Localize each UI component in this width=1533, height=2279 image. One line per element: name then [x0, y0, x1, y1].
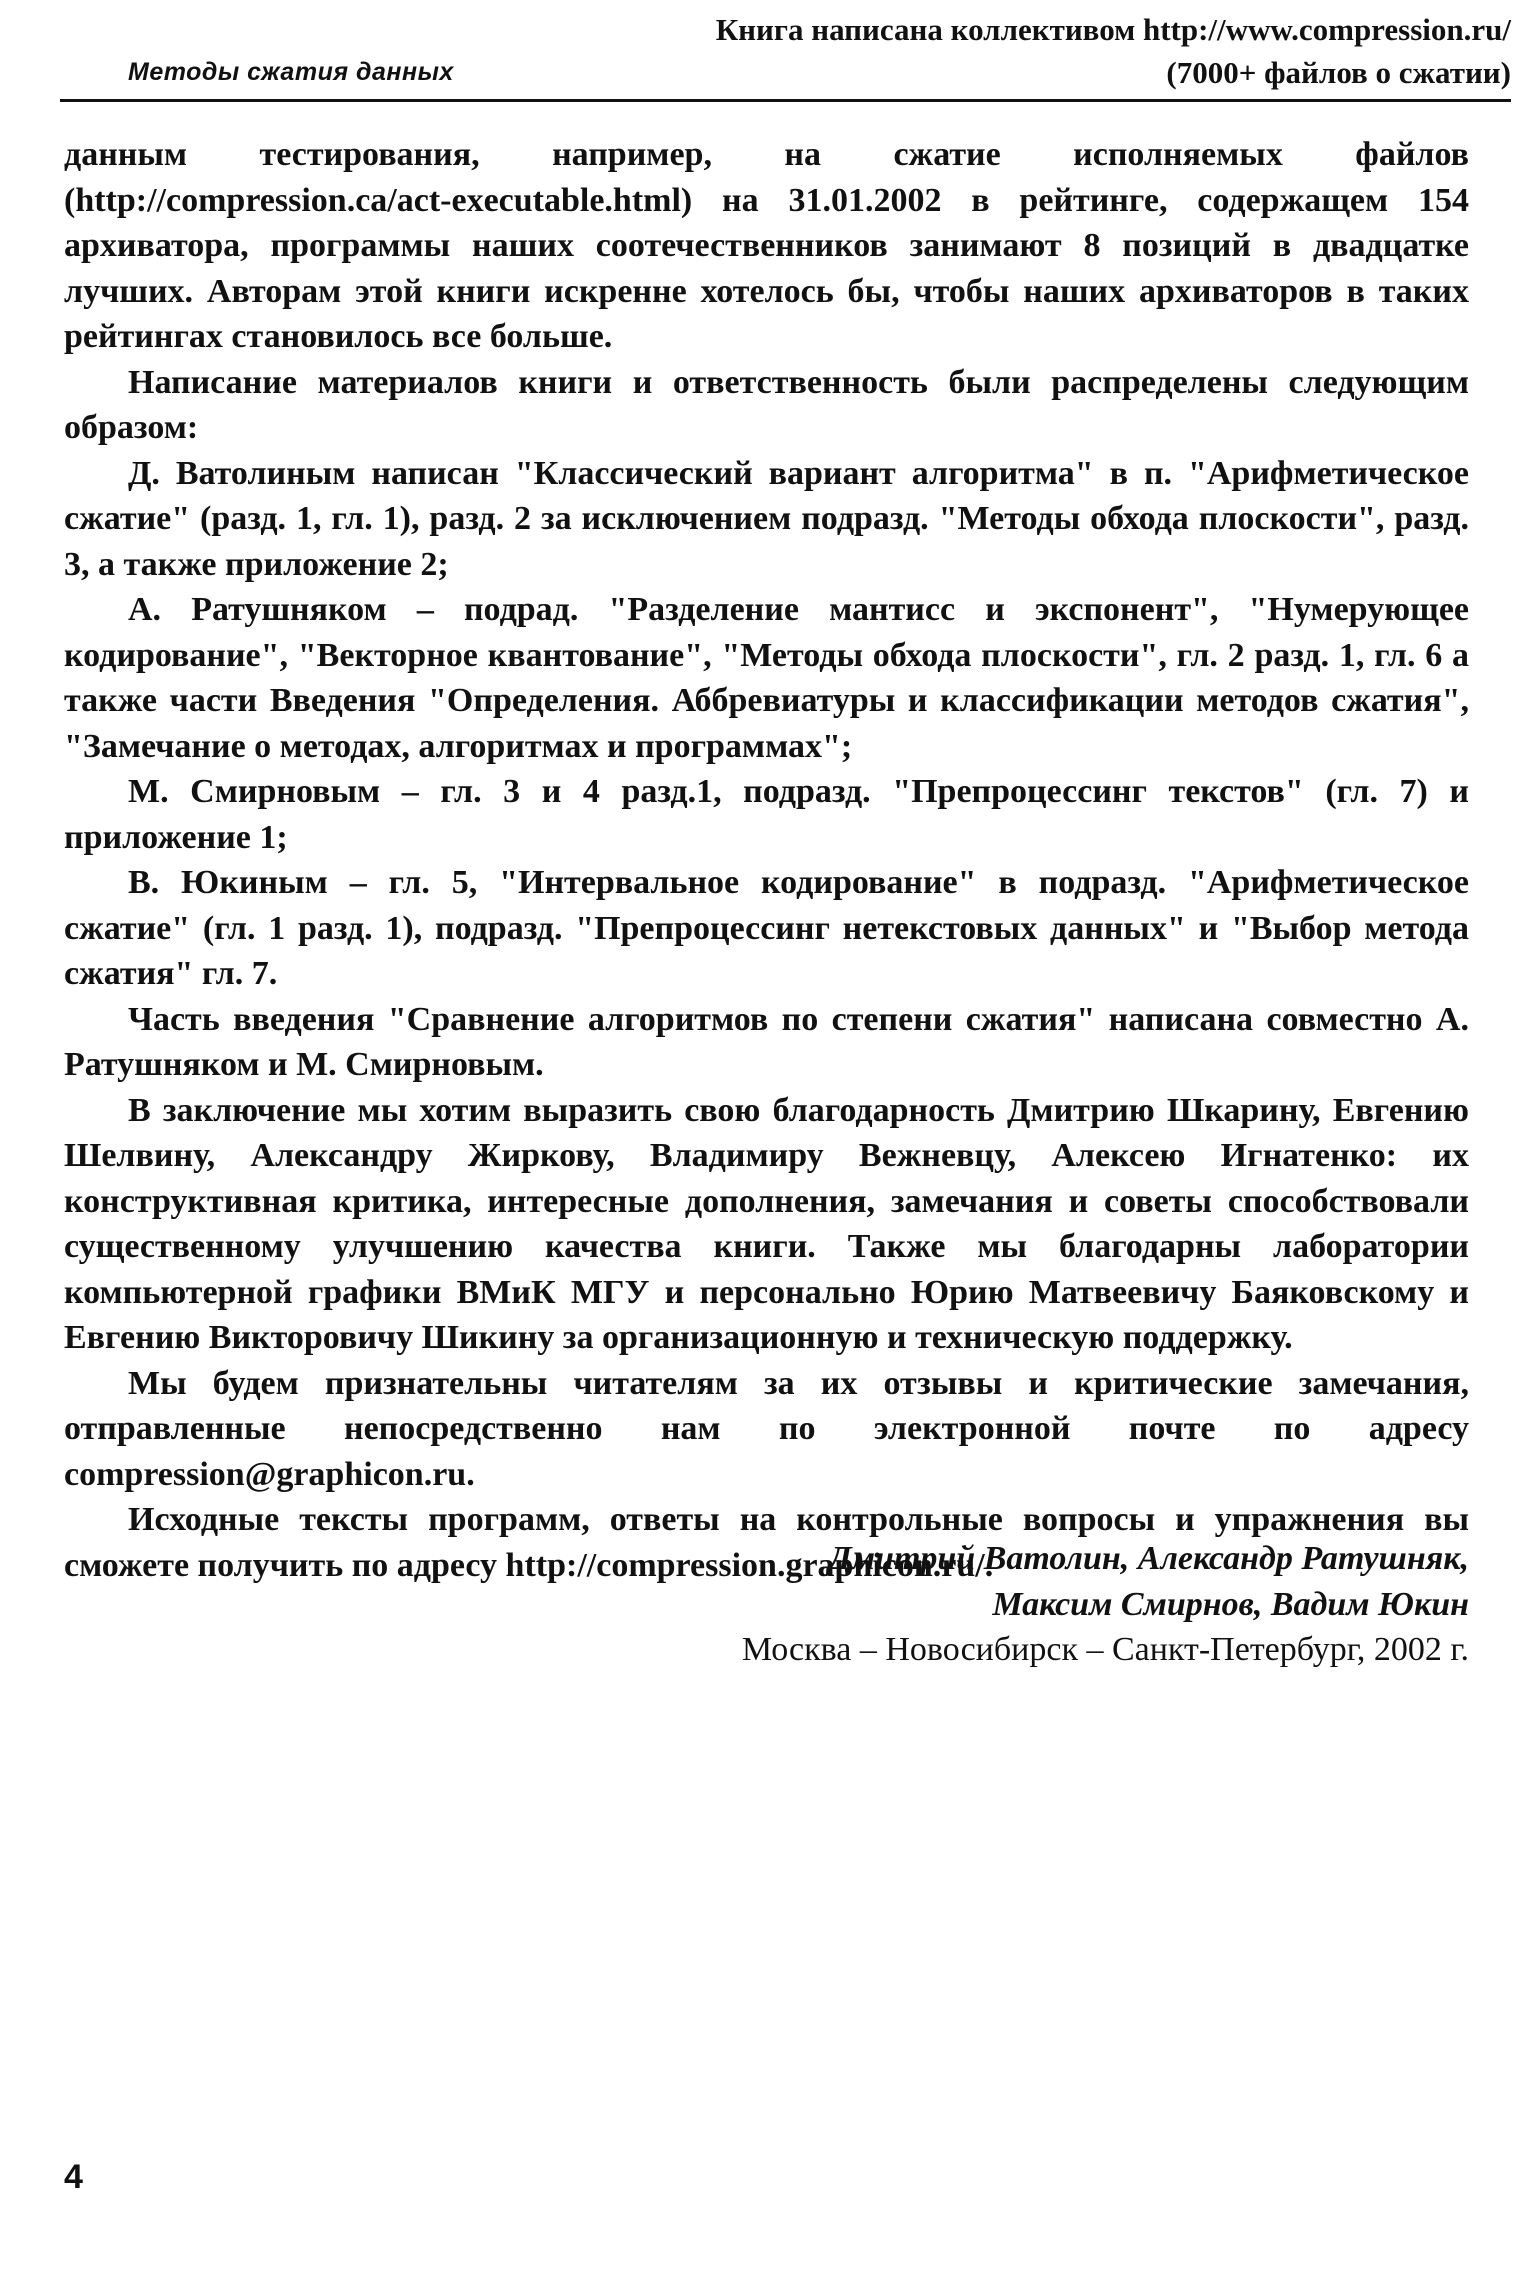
paragraph-sources: Исходные тексты программ, ответы на контрольные вопросы и упражнения вы сможете получить по адресу http://compression.graphicon.ru/. [64, 1501, 1469, 1584]
paragraph-vatolin: Д. Ватолиным написан "Классический вариант алгоритма" в п. "Арифметическое сжатие" (разд. 1, гл. 1), разд. 2 за исключением подразд. "Методы обхода плоскости", разд. 3, а также приложение 2; [64, 454, 1469, 583]
paragraph-ratushnyak: А. Ратушняком – подрад. "Разделение мантисс и экспонент", "Нумерующее кодирование", "Векторное квантование", "Методы обхода плоскости", гл. 2 разд. 1, гл. 6 а также части Введения "Определения. Аббревиатуры и классификации методов сжатия", "Замечание о методах, алгоритмах и программах"; [64, 591, 1469, 765]
source-note [716, 8, 1511, 94]
authors-line-2: Максим Смирнов, Вадим Юкин [992, 1585, 1469, 1623]
running-title: Методы сжатия данных [128, 58, 454, 86]
authors-line-1: Дмитрий Ватолин, Александр Ратушняк, [828, 1540, 1469, 1577]
header-divider [60, 99, 1511, 102]
paragraph-acknowledgements: В заключение мы хотим выразить свою благодарность Дмитрию Шкарину, Евгению Шелвину, Александру Жиркову, Владимиру Вежневцу, Алексею Игнатенко: их конструктивная критика, интересные дополнения, замечания и советы способствовали существенному улучшению качества книги. Также мы благодарны лаборатории компьютерной графики ВМиК МГУ и персонально Юрию Матвеевичу Баяковскому и Евгению Викторовичу Шикину за организационную и техническую поддержку. [64, 1091, 1469, 1356]
place-and-date: Москва – Новосибирск – Санкт-Петербург, 2002 г. [741, 1631, 1469, 1668]
paragraph-yukin: В. Юкиным – гл. 5, "Интервальное кодирование" в подразд. "Арифметическое сжатие" (гл. 1 разд. 1), подразд. "Препроцессинг нетекстовых данных" и "Выбор метода сжатия" гл. 7. [64, 864, 1469, 992]
paragraph-feedback: Мы будем признательны читателям за их отзывы и критические замечания, отправленные непосредственно нам по электронной почте по адресу compression@graphicon.ru. [64, 1364, 1469, 1493]
paragraph-distribution-intro: Написание материалов книги и ответственность были распределены следующим образом: [64, 363, 1469, 446]
signature [742, 1536, 1469, 1673]
source-note-line1: Книга написана коллективом http://www.compression.ru/ [715, 12, 1511, 47]
paragraph-smirnov: М. Смирновым – гл. 3 и 4 разд.1, подразд. "Препроцессинг текстов" (гл. 7) и приложение 1; [64, 773, 1469, 856]
source-note-line2: (7000+ файлов о сжатии) [1166, 55, 1511, 90]
body-text [64, 132, 1469, 1588]
paragraph-joint: Часть введения "Сравнение алгоритмов по степени сжатия" написана совместно А. Ратушняком и М. Смирновым. [64, 1000, 1469, 1083]
page-number: 4 [64, 2158, 83, 2196]
paragraph-ratings: данным тестирования, например, на сжатие исполняемых файлов (http://compression.ca/act-executable.html) на 31.01.2002 в рейтинге, содержащем 154 архиватора, программы наших соотечественников занимают 8 позиций в двадцатке лучших. Авторам этой книги искренне хотелось бы, чтобы наших архиваторов в таких рейтингах становилось все больше. [64, 136, 1469, 355]
